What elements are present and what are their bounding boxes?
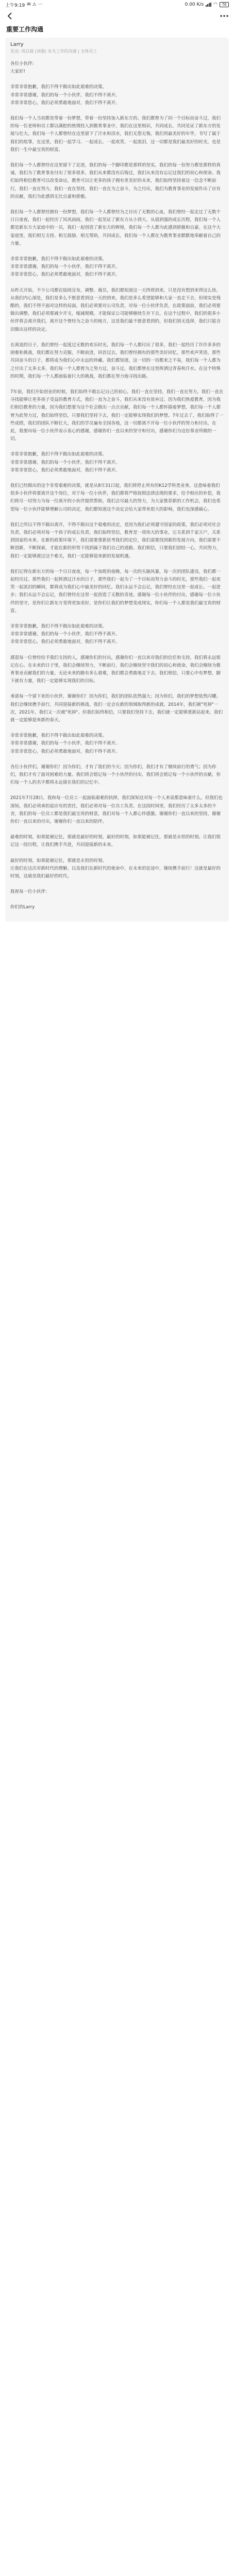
message-paragraph xyxy=(10,693,224,724)
chevron-left-icon xyxy=(7,12,13,20)
status-right xyxy=(185,2,229,7)
message-paragraph xyxy=(10,482,224,514)
paragraph-text: 非常非常抱歉，我们不得不做出如此艰难的决策。 非常非常感谢，我们的每一个小伙伴，我们不得不离开。 非常非常您心，我们必须勇敢地面对，我们不得不离开。 xyxy=(10,257,120,278)
paragraph-text: 我们每一个人都曾经拥有一份梦想，我们每一个人都曾经为之付出了无数的心血，我们曾经一起走过了无数个日日夜夜，我们一起经历了风风雨雨，我们一起见证了新东方从小到大、从弱到强的成长历程，我们每一个人都是新东方大家庭中的一员，我们一起创造了新东方的辉煌，我们每一个人都为此感到骄傲和自豪。在这个大家庭里，我们相互支持、相互鼓励、相互帮助，共同成长，我们每一个人都在为教育事业默默地奉献着自己的力量。 xyxy=(10,210,221,246)
message-card xyxy=(5,38,229,922)
paragraph-text: 感恩每一位曾经给予我们支持的人，感谢你们的付出，感谢你们一直以来对我们的信任和支持，我们将永远铭记在心。在未来的日子里，我们会继续努力，不断前行，我们会继续坚守我们的初心和使命，我们会继续为教育事业贡献我们的力量。无论未来的路有多么艰难，我们都会勇敢地走下去。我们相信，只要心中有梦想，脚下就有力量，我们一定能够实现我们的目标。 xyxy=(10,655,221,684)
message-paragraph xyxy=(10,162,224,201)
message-paragraph xyxy=(10,834,224,849)
more-button[interactable] xyxy=(219,10,230,22)
paragraph-text: 我们每一个人都曾经在这里留下了足迹，我们的每一个脚印都是那样的坚实，我们的每一份努力都是那样的真诚，我们为了教育事业付出了很多很多，我们从来都没有后悔过，我们从来没有忘记过我们的初心和使命。我们始终相信教育可以改变命运，教育可以让更多的孩子拥有更美好的未来，我们始终坚持着这一信念不断前行，我们一直在努力，我们一直在坚持，我们一直在为之奋斗，为之付出，我们为教育事业的发展作出了应有的贡献，我们为此感到无比自豪和骄傲。 xyxy=(10,163,221,199)
battery-icon: 76 xyxy=(220,2,229,7)
message-paragraph xyxy=(10,623,224,647)
top-header xyxy=(0,9,234,23)
paragraph-text: 承诺每一个留下来的小伙伴，谢谢你们！因为你们，我们的团队依然强大；因为你们，我们的梦想依然闪耀。我们会继续携手前行，共同迎接新的挑战，我们一定会在新的领域取得新的成就。2014年，我们被"死掉"一次，2021年，我们又一次被"死掉"。但我们始终相信，只要我们坚持下去，我们就一定能够重新站起来，我们就一定能够迎来新的春天。 xyxy=(10,694,223,723)
paragraph-text: 我祝每一位小伙伴： xyxy=(10,889,50,895)
author-name: Larry xyxy=(10,42,24,47)
paragraph-text: 非常非常抱歉，我们不得不做出如此艰难的决策。 非常非常感谢，我们的每一个小伙伴，我们不得不离开。 非常非常您心，我们必须勇敢地面对，我们不得不离开。 xyxy=(10,623,120,645)
paragraph-text: 我们每一个人当初都是带着一份梦想，带着一份坚持加入新东方的。我们都曾为了同一个目标而奋斗过，我们的每一位老师和员工都以满腔的热情投入到教育事业中，我们在这里相识，共同成长，共同见证了新东方的发展与壮大。我们每一个人都曾经在这里留下了汗水和泪水，我们无怨无悔，我们用最美好的年华，书写了属于我们的故事，在这里，我们一起学习、一起成长、一起欢笑、一起流泪，这一切都是我们最美好的时光，也是我们一生中最宝贵的财富。 xyxy=(10,116,221,152)
paragraph-text: 非常非常抱歉，我们不得不做出如此艰难的决策。 非常非常感谢，我们的每一个小伙伴，我们不得不离开。 非常非常您心，我们必须勇敢地面对，我们不得不离开。 xyxy=(10,733,120,754)
notification-icons: ✉ ⚠ ··· xyxy=(27,2,43,7)
message-paragraph xyxy=(10,115,224,154)
message-paragraph xyxy=(10,256,224,279)
paragraph-text: 7年前，我们开始创业的时候，我们始终不敢忘记自己的初心，我们一直在坚持，我们一直在努力，我们一直在寻找能够让更多孩子受益的教育方式，我们一直为之奋斗，我们从来没有放弃过。因为我们热爱教育，因为我们相信教育的力量，因为我们想要为这个社会做出一点点贡献，我们每一个人都怀揣着梦想，我们每一个人都曾为此努力过，我们始终坚信，只要我们坚持下去，我们一定能够实现我们的梦想。7年过去了，我们取得了一些成绩，我们的团队不断壮大，我们的学员遍布全国各地，这一切都离不开每一位小伙伴的努力和付出，在此，我要向每一位小伙伴表示衷心的感谢，感谢你们一直以来的坚守和付出，感谢你们为这份事业所做的一切。 xyxy=(10,389,224,442)
message-paragraph xyxy=(10,794,224,826)
paragraph-text: 各位小伙伴: 大家好! xyxy=(10,61,34,75)
wifi-icon: ◠ xyxy=(213,2,218,7)
message-paragraph xyxy=(10,521,224,561)
more-icon xyxy=(220,15,228,17)
post-title: 重要工作沟通 xyxy=(6,26,44,33)
paragraph-text: 2021年7月28日，我和每一位员工一起面临艰难的抉择，我们深知这对每一个人来说都意味着什么。但我们也深知，我们必须承担起应有的责任，我们必须对每一位员工负责。在这段时间里，我们经历了太多太多的不舍，我们的每一位员工都是我们最宝贵的财富，我们对每一个人都心怀感激。谢谢你们一直以来的坚持，谢谢你们一直以来的付出，谢谢你们一直以来的陪伴。 xyxy=(10,795,223,825)
paragraph-text: 非常非常抱歉，我们不得不做出如此艰难的决策。 非常非常感谢，我们的每一个小伙伴，我们不得不离开。 非常非常您心，我们必须勇敢地面对，我们不得不离开。 xyxy=(10,452,120,473)
message-body xyxy=(10,60,224,896)
message-paragraph xyxy=(10,764,224,787)
status-time: 上午9:19 xyxy=(5,3,25,8)
message-paragraph xyxy=(10,888,224,896)
signature: 你们的Larry xyxy=(10,905,35,910)
paragraph-text: 在离退的日子，我们曾经一起度过无数的欢乐时光，我们每一个人都付出了很多，我们一起经历了许许多多的困难和挑战，我们都在努力克服，不断前进，回首过去，我们曾经拥有的那些美好回忆，那些欢声笑语，那些共同奋斗的日子，都将成为我们心中永远的珍藏。我们都知道，这一切的一切都来之不易，我们每一个人都为之付出了太多太多，我们每一个人都曾为之努力过，奋斗过，我们都曾在这里挥洒过青春和汗水。在这个特殊的时期，我们每一个人都面临着巨大的挑战，我们都在努力地寻找出路。 xyxy=(10,342,221,379)
message-paragraph xyxy=(10,209,224,248)
paragraph-text: 非常非常抱歉，我们不得不做出如此艰难的决策。 非常非常感谢，我们的每一个小伙伴，我们不得不离开。 非常非常您心，我们必须勇敢地面对，我们不得不离开。 xyxy=(10,84,120,106)
paragraph-text: 最好的时刻，如果能被记住，那就是永恒的时刻。 让我们在这次对新时代的理解，以及我们在新时代的使命中，在未来的征途中，继续携手前行！这就是最好的时刻，这就是我们最好的时代。 xyxy=(10,858,221,879)
message-paragraph xyxy=(10,732,224,756)
paragraph-text: 最难的时刻，如果能被记住，那就是最好的时刻，最好的时刻，如果能被记住，那就是永恒的时刻。让我们铭记这一段历程，让我们携手共进，共同迎接新的未来。 xyxy=(10,835,221,848)
status-bar xyxy=(0,0,234,9)
message-paragraph xyxy=(10,287,224,334)
message-paragraph xyxy=(10,83,224,107)
post-meta: 发送: 周总裁 (刘强) 有关工作的沟通 | 全体员工 xyxy=(10,49,97,54)
message-paragraph xyxy=(10,60,224,76)
message-paragraph xyxy=(10,451,224,474)
message-paragraph xyxy=(10,857,224,881)
message-paragraph xyxy=(10,388,224,443)
back-button[interactable] xyxy=(4,10,15,22)
paragraph-text: 从昨天开始，不少公司都在陆续宣布，调整、裁员，我们都知道这一天终将到来，只是没有想到来得这么快。从我们内心深处，我们是多么不愿意看到这一天的到来，我们是多么希望能够和大家一直走下去，但现实是残酷的，我们不得不面对这样的局面。我们必须要对公司负责，对每一位小伙伴负责，在政策面前，我们必须要做出调整，我们必须要减少开支，缩减规模，才能保证公司能够继续生存下去。在这个过程中，我们的很多小伙伴将会离开我们，离开这个曾经为之奋斗的地方，这是我们最不愿意看到的，但我们别无选择，我们只能含泪做出这样的决定。 xyxy=(10,287,221,332)
message-paragraph xyxy=(10,342,224,381)
paragraph-text: 我们之所以不得不做出离开，不得不做出这个艰难的决定，是因为我们必须遵守国家的政策，我们必须对社会负责，我们必须对每一个孩子的成长负责。我们始终坚信，教育是一项伟大的事业，它关系到千家万户，关系到国家的未来。在新的政策环境下，我们需要重新思考我们的定位，我们需要找到新的发展方向，我们需要不断创新，不断探索，才能在新的形势下找到属于我们自己的道路。我们相信，只要我们团结一心，共同努力，我们一定能够渡过这个难关，我们一定能够迎来新的发展机遇。 xyxy=(10,522,221,559)
network-speed: 0.00 K/s xyxy=(185,2,204,7)
paragraph-text: 我们记得在新东方的每一个日日夜夜，每一个加班的夜晚，每一次的头脑风暴，每一次的团队建设，我们都一起经历过。那些我们一起挥洒过汗水的日子，那些我们一起为了一个目标而努力奋斗的时光，那些我们一起欢笑一起流泪的瞬间，都将成为我们心中最美好的回忆。我们永远不会忘记，我们曾经在这里一起成长、一起进步；我们永远不会忘记，我们曾经在这里一起创造了无数的奇迹。感谢每一位小伙伴的付出，感谢每一位小伙伴的坚守，是你们让新东方变得更加美好，是你们让我们的梦想变成现实，你们每一个人都是我们最宝贵的财富。 xyxy=(10,569,221,614)
message-paragraph xyxy=(10,568,224,615)
paragraph-text: 我们已经做出的这个非常艰难的决策，就是从8月31日起，我们将停止所有的K12学科类业务，这意味着我们很多小伙伴将要离开这个岗位，对于每一位小伙伴，我们都将严格按照法律法规的要求，给予相应的补偿，我们将尽一切努力为每一位离开的小伙伴提供帮助，我们会尽最大的努力，为大家推荐新的工作机会，我们也希望每一位小伙伴能够理解公司的决定，我们都知道这个决定会给大家带来很大的影响，我们也深感痛心。 xyxy=(10,483,221,512)
status-left xyxy=(5,2,42,8)
signal-icon xyxy=(206,3,211,7)
message-paragraph xyxy=(10,654,224,686)
paragraph-text: 各位小伙伴们，谢谢你们！因为你们，才有了我们的今天；因为你们，我们才有了继续前行的勇气；因为你们，我们才有了面对困难的力量。我们将会铭记每一个小伙伴的付出，我们将会铭记每一个小伙伴的贡献，你们每一个人的名字都将永远留在我们的记忆中。 xyxy=(10,764,221,786)
